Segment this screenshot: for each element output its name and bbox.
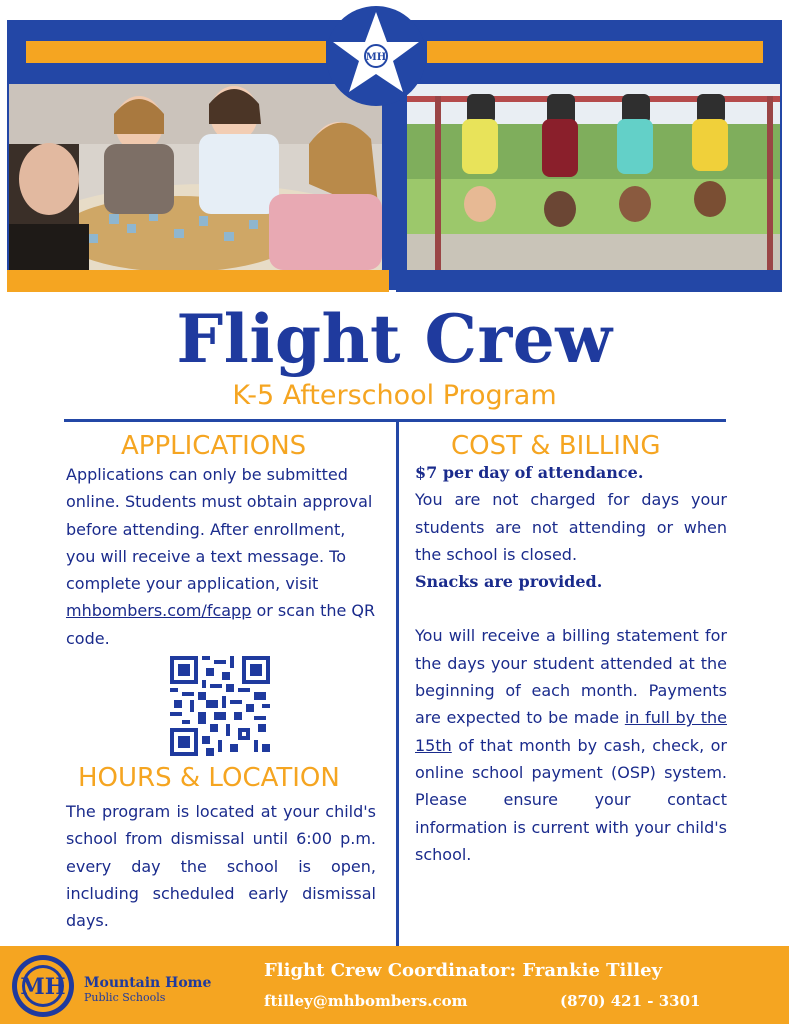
applications-body: Applications can only be submitted online. Students must obtain approval before attending. After enrollment, you will receive a text message. To complete your application, visit [66, 465, 373, 594]
header-bar-orange [7, 270, 389, 292]
price-text: $7 per day of attendance. [415, 463, 644, 482]
photo-children-puzzle [9, 84, 382, 270]
school-subtitle: Public Schools [84, 991, 166, 1004]
snacks-text: Snacks are provided. [415, 572, 603, 592]
coordinator-phone[interactable]: (870) 421 - 3301 [560, 992, 701, 1010]
billing-body-end: of that month by cash, check, or online school payment (OSP) system. Please ensure your contact information is current with your child's school. [415, 735, 727, 864]
children-monkey-bars-photo [407, 84, 780, 270]
coordinator-email[interactable]: ftilley@mhbombers.com [264, 992, 468, 1010]
column-divider [396, 422, 399, 946]
qr-code-icon[interactable] [170, 656, 270, 756]
billing-body: You will receive a billing statement for the days your student attended at the beginning of each month. Payments are expected to be made [415, 626, 727, 728]
charges-text: You are not charged for days your students are not attending or when the school is closed. [415, 490, 727, 564]
header-bar-blue [396, 270, 782, 292]
page-title: Flight Crew [176, 300, 613, 378]
paragraph-spacer [415, 595, 727, 622]
header-stripe-left [26, 41, 326, 63]
school-seal-icon [6, 953, 80, 1019]
billing-due-date: in full by the 15th [415, 708, 727, 755]
star-badge-icon [324, 4, 428, 108]
children-puzzle-photo [9, 84, 382, 270]
applications-body-end: or scan the QR code. [66, 601, 376, 648]
applications-text [66, 461, 378, 652]
cost-column [415, 459, 727, 868]
hours-heading: HOURS & LOCATION [78, 763, 340, 793]
seal-monogram: MH [20, 974, 66, 1000]
applications-heading: APPLICATIONS [121, 431, 307, 461]
hours-text: The program is located at your child's school from dismissal until 6:00 p.m. every day the school is open, including scheduled early dismissal days. [66, 802, 376, 931]
billing-text [415, 622, 727, 868]
cost-heading: COST & BILLING [451, 431, 661, 461]
title-divider [64, 419, 726, 422]
header-stripe-right [427, 41, 763, 63]
school-name: Mountain Home [84, 975, 212, 991]
photo-children-monkey-bars [407, 84, 780, 270]
application-link[interactable]: mhbombers.com/fcapp [66, 601, 252, 621]
page-subtitle: K-5 Afterschool Program [232, 380, 557, 411]
badge-monogram: MH [365, 52, 387, 63]
coordinator-name: Flight Crew Coordinator: Frankie Tilley [264, 960, 662, 981]
